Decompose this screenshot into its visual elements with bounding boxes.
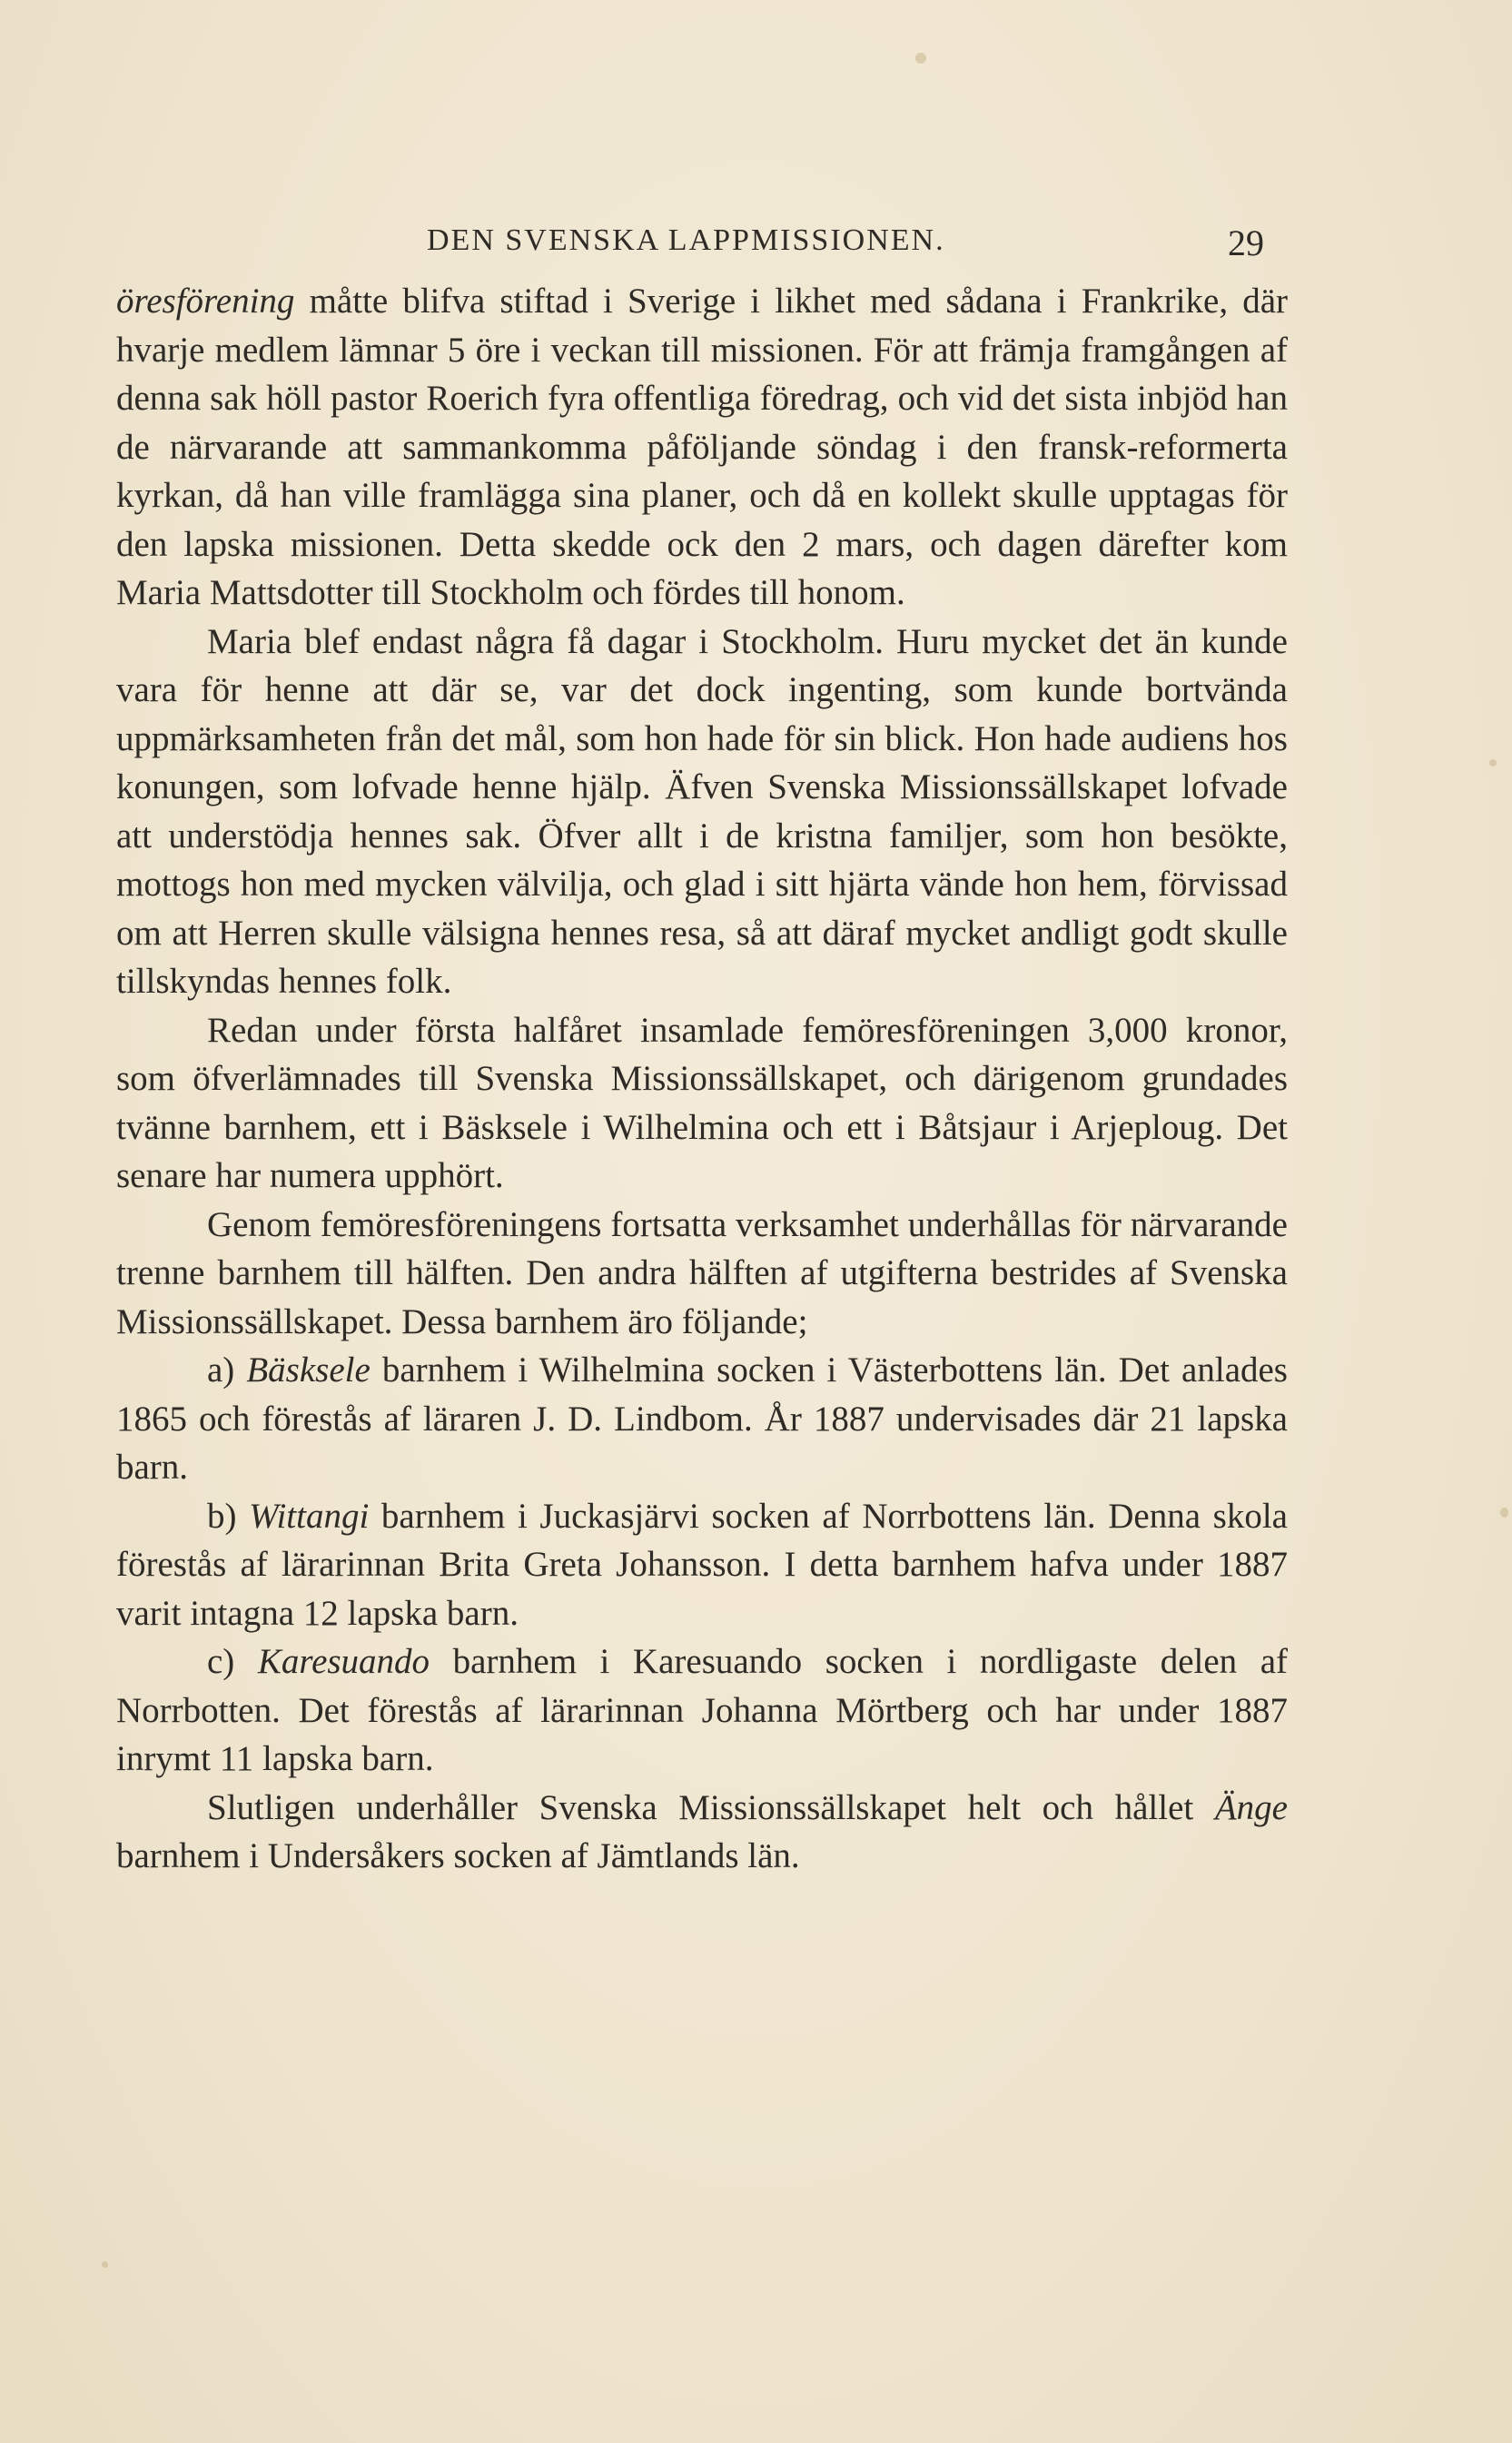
- paragraph: [116, 1006, 1288, 1201]
- text-segment: Genom femöresföreningens fortsatta verksamhet underhållas för närvarande trenne barnhem till hälften. Den andra hälften af utgifterna bestrides af Svenska Missionssällskapet. Dessa barnhem äro följande;: [116, 1204, 1288, 1341]
- body-text: [116, 277, 1288, 1881]
- text-segment: Maria blef endast några få dagar i Stockholm. Huru mycket det än kunde vara för henne att där se, var det dock ingenting, som kunde bortvända uppmärksamheten från det mål, som hon hade för sin blick. Hon hade audiens hos konungen, som lofvade henne hjälp. Äfven Svenska Missionssällskapet lofvade att understödja hennes sak. Öfver allt i de kristna familjer, som hon besökte, mottogs hon med mycken välvilja, och glad i sitt hjärta vände hon hem, förvissad om att Herren skulle välsigna hennes resa, så att däraf mycket andligt godt skulle tillskyndas hennes folk.: [116, 621, 1288, 1001]
- paper-stain: [102, 2261, 108, 2268]
- paper-stain: [1500, 1508, 1508, 1518]
- paragraph: [116, 1492, 1288, 1638]
- paragraph: [116, 1201, 1288, 1347]
- text-segment: barnhem i Karesuando socken i nordligaste delen af Norrbotten. Det förestås af lärarinnan Johanna Mörtberg och har under 1887 inrymt 11 lapska barn.: [116, 1642, 1288, 1778]
- text-segment: öresförening: [116, 282, 295, 321]
- paper-stain: [915, 53, 926, 64]
- paragraph: [116, 1637, 1288, 1784]
- text-segment: c): [207, 1642, 258, 1681]
- text-segment: barnhem i Juckasjärvi socken af Norrbottens län. Denna skola förestås af lärarinnan Brita Greta Johansson. I detta barnhem hafva under 1887 varit intagna 12 lapska barn.: [116, 1496, 1288, 1633]
- text-segment: barnhem i Wilhelmina socken i Västerbottens län. Det anlades 1865 och förestås af läraren J. D. Lindbom. År 1887 undervisades där 21 lapska barn.: [116, 1350, 1288, 1487]
- page-header: [0, 213, 1512, 268]
- text-segment: b): [207, 1496, 250, 1536]
- text-segment: Slutligen underhåller Svenska Missionssällskapet helt och hållet: [207, 1787, 1215, 1827]
- text-segment: Redan under första halfåret insamlade femöresföreningen 3,000 kronor, som öfverlämnades till Svenska Missionssällskapet, och därigenom grundades tvänne barnhem, ett i Bäsksele i Wilhelmina och ett i Båtsjaur i Arjeploug. Det senare har numera upphört.: [116, 1010, 1288, 1195]
- text-segment: Wittangi: [249, 1496, 370, 1536]
- paragraph: [116, 618, 1288, 1006]
- paragraph: [116, 1784, 1288, 1881]
- text-segment: måtte blifva stiftad i Sverige i likhet med sådana i Frankrike, där hvarje medlem lämnar 5 öre i veckan till missionen. För att främja framgången af denna sak höll pastor Roerich fyra offentliga föredrag, och vid det sista inbjöd han de närvarande att sammankomma påföljande söndag i den fransk-reformerta kyrkan, då han ville framlägga sina planer, och då en kollekt skulle upptagas för den lapska missionen. Detta skedde ock den 2 mars, och dagen därefter kom Maria Mattsdotter till Stockholm och fördes till honom.: [116, 282, 1288, 612]
- text-segment: a): [207, 1350, 247, 1390]
- text-segment: barnhem i Undersåkers socken af Jämtlands län.: [116, 1836, 800, 1875]
- running-head: DEN SVENSKA LAPPMISSIONEN.: [427, 223, 945, 257]
- text-segment: Karesuando: [257, 1642, 430, 1681]
- text-segment: Änge: [1214, 1787, 1288, 1827]
- paper-stain: [1489, 759, 1497, 767]
- paragraph: [116, 1346, 1288, 1492]
- page-number: 29: [1228, 223, 1264, 263]
- paragraph: [116, 277, 1288, 618]
- text-segment: Bäsksele: [246, 1350, 371, 1390]
